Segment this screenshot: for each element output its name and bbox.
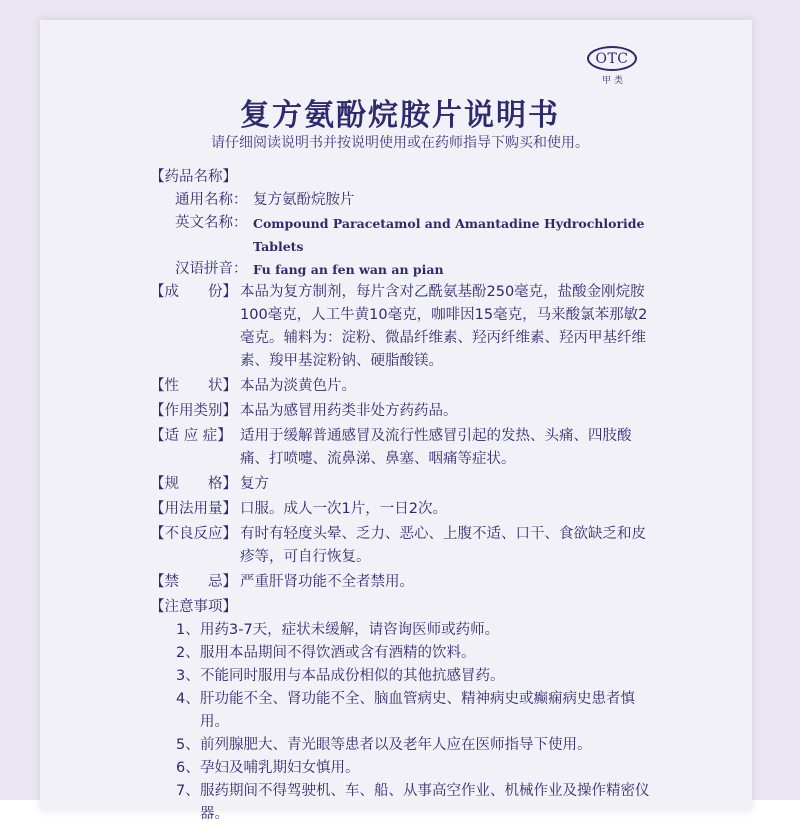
- section-character: [150, 375, 660, 398]
- precaution-item: [176, 665, 660, 688]
- composition-heading: 【成 份】: [150, 284, 237, 300]
- precaution-number: 2、: [176, 645, 200, 661]
- section-indications: [150, 425, 660, 471]
- character-heading: 【性 状】: [150, 378, 237, 394]
- pinyin-label: 汉语拼音：: [175, 261, 248, 277]
- character-text: 本品为淡黄色片。: [240, 378, 356, 394]
- pinyin-value: Fu fang an fen wan an pian: [253, 262, 444, 277]
- drug-name-heading: 【药品名称】: [150, 169, 237, 185]
- generic-name-value: 复方氨酚烷胺片: [253, 192, 355, 208]
- dosage-text: 口服。成人一次1片，一日2次。: [240, 501, 447, 517]
- indications-heading: 【适 应 症】: [150, 428, 232, 444]
- category-text: 本品为感冒用药类非处方药药品。: [240, 403, 458, 419]
- section-dosage: [150, 498, 660, 521]
- composition-text: 本品为复方制剂，每片含对乙酰氨基酚250毫克，盐酸金刚烷胺100毫克，人工牛黄10毫克，咖啡因15毫克，马来酸氯苯那敏2毫克。辅料为：淀粉、微晶纤维素、羟丙纤维素、羟丙甲基纤维素、羧甲基淀粉钠、硬脂酸镁。: [240, 284, 648, 369]
- dosage-heading: 【用法用量】: [150, 501, 237, 517]
- precaution-number: 5、: [176, 737, 200, 753]
- spec-heading: 【规 格】: [150, 476, 237, 492]
- section-contraindications: [150, 571, 660, 594]
- precaution-text: 用药3-7天，症状未缓解，请咨询医师或药师。: [200, 622, 500, 638]
- leaflet-content: [150, 166, 660, 826]
- precaution-item: [176, 780, 660, 826]
- precaution-text: 服药期间不得驾驶机、车、船、从事高空作业、机械作业及操作精密仪器。: [200, 783, 650, 822]
- precaution-number: 7、: [176, 783, 200, 799]
- precaution-text: 孕妇及哺乳期妇女慎用。: [200, 760, 360, 776]
- otc-class-label: 甲类: [601, 76, 626, 86]
- contra-heading: 【禁 忌】: [150, 574, 237, 590]
- precaution-item: [176, 642, 660, 665]
- adverse-heading: 【不良反应】: [150, 526, 237, 542]
- precautions-heading: 【注意事项】: [150, 599, 237, 615]
- contra-text: 严重肝肾功能不全者禁用。: [240, 574, 414, 590]
- precaution-number: 1、: [176, 622, 200, 638]
- precaution-text: 服用本品期间不得饮酒或含有酒精的饮料。: [200, 645, 476, 661]
- section-spec: [150, 473, 660, 496]
- document-title: 复方氨酚烷胺片说明书: [240, 98, 560, 133]
- category-heading: 【作用类别】: [150, 403, 237, 419]
- precaution-item: [176, 734, 660, 757]
- document-subtitle: 请仔细阅读说明书并按说明使用或在药师指导下购买和使用。: [211, 135, 589, 151]
- section-drug-name: [150, 166, 660, 281]
- precaution-item: [176, 619, 660, 642]
- pinyin-row: [150, 258, 660, 281]
- precaution-number: 3、: [176, 668, 200, 684]
- section-category: [150, 400, 660, 423]
- precaution-number: 6、: [176, 760, 200, 776]
- generic-name-label: 通用名称：: [175, 192, 248, 208]
- section-adverse: [150, 523, 660, 569]
- otc-badge: OTC: [587, 46, 637, 71]
- precaution-item: [176, 757, 660, 780]
- english-name-row: [150, 212, 660, 258]
- precaution-text: 前列腺肥大、青光眼等患者以及老年人应在医师指导下使用。: [200, 737, 592, 753]
- english-name-value: Compound Paracetamol and Amantadine Hydrochloride Tablets: [253, 216, 645, 254]
- generic-name-row: [150, 189, 660, 212]
- precautions-list: [150, 619, 660, 826]
- precaution-item: [176, 688, 660, 734]
- precaution-number: 4、: [176, 691, 200, 707]
- spec-text: 复方: [240, 476, 269, 492]
- english-name-label: 英文名称：: [175, 215, 248, 231]
- adverse-text: 有时有轻度头晕、乏力、恶心、上腹不适、口干、食欲缺乏和皮疹等，可自行恢复。: [240, 526, 646, 565]
- section-composition: [150, 281, 660, 373]
- precaution-text: 不能同时服用与本品成份相似的其他抗感冒药。: [200, 668, 505, 684]
- section-precautions: [150, 596, 660, 826]
- precaution-text: 肝功能不全、肾功能不全、脑血管病史、精神病史或癫痫病史患者慎用。: [200, 691, 635, 730]
- indications-text: 适用于缓解普通感冒及流行性感冒引起的发热、头痛、四肢酸痛、打喷嚏、流鼻涕、鼻塞、咽痛等症状。: [240, 428, 632, 467]
